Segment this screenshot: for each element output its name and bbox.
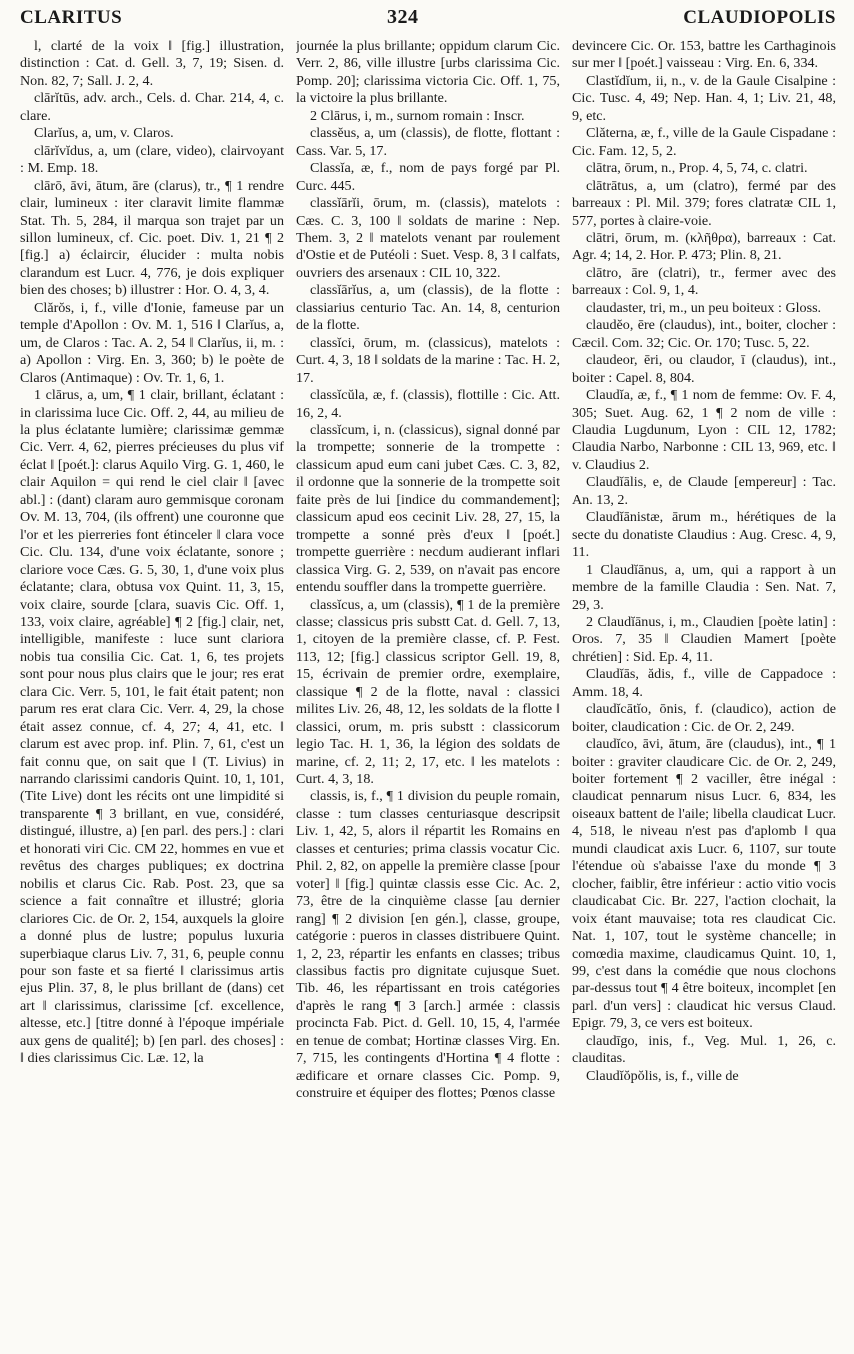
entry-paragraph: classĭcŭla, æ, f. (classis), flottille : Cic. Att. 16, 2, 4. xyxy=(296,387,560,421)
entry-paragraph: clātro, āre (clatri), tr., fermer avec des barreaux : Col. 9, 1, 4. xyxy=(572,264,836,299)
entry-paragraph: classis, is, f., ¶ 1 division du peuple romain, classe : tum classes centuriasque descripsit Liv. 1, 42, 5, alors il répartit les Romains en classes et centuries; prima classis vocatur Cic. Phil. 2, 82, on appelle la première classe [pour voter] ‖ [fig.] quintæ classis esse Cic. Ac. 2, 73, être de la cinquième classe [au dernier rang] ¶ 2 division [en gén.], classe, groupe, catégorie : pueros in classes distribuere Quint. 1, 2, 23, répartir les enfants en classes; tribus classibus factis pro dignitate cujusque Suet. Tib. 46, les répartissant en trois catégories d'après le rang ¶ 3 [arch.] armée : classis procincta Fab. Pict. d. Gell. 10, 15, 4, l'armée en tenue de combat; Hortinæ classes Virg. En. 7, 715, les contingents d'Hortina ¶ 4 flotte : ædificare et ornare classes Cic. Pomp. 9, construire et équiper des flottes; Pœnos classe xyxy=(296,788,560,1102)
entry-paragraph: devincere Cic. Or. 153, battre les Carthaginois sur mer ‖ [poét.] vaisseau : Virg. En. 6, 334. xyxy=(572,38,836,72)
header-right-word: CLAUDIOPOLIS xyxy=(683,7,836,28)
entry-paragraph: 1 clārus, a, um, ¶ 1 clair, brillant, éclatant : in clarissima luce Cic. Off. 2, 44, au milieu de la plus éclatante lumière; clarissimæ gemmæ Cic. Verr. 4, 62, pierres précieuses du plus vif éclat ‖ [poét.]: clarus Aquilo Virg. G. 1, 460, le clair Aquilon = qui rend le ciel clair ‖ [avec abl.] : (dant) claram auro gemmisque coronam Ov. M. 13, 704, (ils offrent) une couronne que l'or et les pierreries font étinceler ‖ clara voce Cic. Clu. 134, d'une voix éclatante, sonore ; clariore voce Cæs. G. 5, 30, 1, d'une voix plus éclatante; clara, obtusa vox Quint. 11, 3, 15, voix claire, sourde [clara, suavis Cic. Off. 1, 133, voix claire, agréable] ¶ 2 [fig.] clair, net, intelligible, manifeste : luce sunt clariora nobis tua consilia Cic. Cat. 1, 6, tes projets sont pour nous plus clairs que le jour; res erat clara Cic. Verr. 5, 101, le fait était patent; non parum res erat clara Cic. Verr. 4, 29, la chose était assez connue, cf. 4, 27; 4, 41, etc. ‖ clarum est avec prop. inf. Plin. 7, 61, c'est un fait connu que, on sait que ‖ (T. Livius) in narrando clarissimi candoris Quint. 10, 1, 101, (Tite Live) dont les récits ont une limpidité si transparente ¶ 3 brillant, en vue, considéré, distingué, illustre, a) [en parl. des pers.] : clari et honorati viri Cic. CM 22, hommes en vue et revêtus des charges publiques; ex doctrina nobilis et clarus Cic. Rab. Post. 23, que sa science a fait connaître et illustré; gloria clariores Cic. de Or. 2, 154, auxquels la gloire a donné plus de lustre; populus luxuria superbiaque clarus Liv. 7, 31, 6, peuple connu pour son faste et sa fierté ‖ clarissimus artis ejus Plin. 37, 8, le plus brillant de (dans) cet art ‖ clarissimus, clarissime [cf. excellence, altesse, etc.] [titre donné à l'époque impériale aux gens de qualité]; b) [en parl. des choses] : ‖ dies clarissimus Cic. Læ. 12, la xyxy=(20,387,284,1067)
entry-paragraph: 1 Claudĭānus, a, um, qui a rapport à un membre de la famille Claudia : Sen. Nat. 7, 29, 3. xyxy=(572,561,836,613)
entry-paragraph: classĭci, ōrum, m. (classicus), matelots : Curt. 4, 3, 18 ‖ soldats de la marine : Tac. H. 2, 17. xyxy=(296,334,560,386)
entry-paragraph: 2 Clārus, i, m., surnom romain : Inscr. xyxy=(310,107,525,124)
entry-paragraph: Clărŏs, i, f., ville d'Ionie, fameuse par un temple d'Apollon : Ov. M. 1, 516 ‖ Clarĭus, a, um, de Claros : Tac. A. 2, 54 ‖ Clarĭus, ii, m. : a) Apollon : Virg. En. 3, 360; b) le poète de Claros (Antimaque) : Ov. Tr. 1, 6, 1. xyxy=(20,299,284,386)
page-number: 324 xyxy=(386,6,419,28)
column-right xyxy=(572,38,836,1348)
entry-paragraph: journée la plus brillante; oppidum clarum Cic. Verr. 2, 86, ville illustre [urbs clarissima Cic. Pomp. 20]; clarissima victoria Cic. Off. 1, 75, la victoire la plus brillante. xyxy=(296,38,560,107)
entry-paragraph: Claudĭa, æ, f., ¶ 1 nom de femme: Ov. F. 4, 305; Suet. Aug. 62, 1 ¶ 2 nom de ville : Claudia Lugdunum, Lyon : CIL 12, 1782; Claudia Narbo, Narbonne : CIL 13, 969, etc. ‖ v. Claudius 2. xyxy=(572,387,836,473)
entry-paragraph: Claudĭānistæ, ārum m., hérétiques de la secte du donatiste Claudius : Aug. Cresc. 4, 9, 11. xyxy=(572,509,836,561)
header-left-word: CLARITUS xyxy=(20,7,123,28)
text-columns xyxy=(20,38,836,1348)
entry-paragraph: Clăterna, æ, f., ville de la Gaule Cispadane : Cic. Fam. 12, 5, 2. xyxy=(572,125,836,159)
entry-paragraph: 2 Claudĭānus, i, m., Claudien [poète latin] : Oros. 7, 35 ‖ Claudien Mamert [poète chrétien] : Sid. Ep. 4, 11. xyxy=(572,613,836,665)
column-middle xyxy=(296,38,560,1348)
entry-paragraph: classĭārĭi, ōrum, m. (classis), matelots : Cæs. C. 3, 100 ‖ soldats de marine : Nep. Them. 3, 2 ‖ matelots venant par roulement d'Ostie et de Putéoli : Suet. Vesp. 8, 3 ‖ calfats, ouvriers des arsenaux : CIL 10, 322. xyxy=(296,195,560,281)
entry-paragraph: clātra, ōrum, n., Prop. 4, 5, 74, c. clatri. xyxy=(586,160,808,177)
entry-paragraph: Clastĭdĭum, ii, n., v. de la Gaule Cisalpine : Cic. Tusc. 4, 49; Nep. Han. 4, 1; Liv. 21, 48, 9, etc. xyxy=(572,72,836,124)
column-left xyxy=(20,38,284,1348)
entry-paragraph: claudĭcātĭo, ōnis, f. (claudico), action de boiter, claudication : Cic. de Or. 2, 249. xyxy=(572,701,836,735)
entry-paragraph: Claudĭŏpŏlis, is, f., ville de xyxy=(586,1067,739,1084)
entry-paragraph: l, clarté de la voix ‖ [fig.] illustration, distinction : Cat. d. Gell. 3, 7, 19; Sisen. d. Non. 82, 7; Sall. J. 2, 4. xyxy=(20,38,284,89)
entry-paragraph: classĭārĭus, a, um (classis), de la flotte : classiarius centurio Tac. An. 14, 8, centurion de la flotte. xyxy=(296,282,560,334)
entry-paragraph: claudaster, tri, m., un peu boiteux : Gloss. xyxy=(586,299,822,316)
entry-paragraph: clārĭtūs, adv. arch., Cels. d. Char. 214, 4, c. clare. xyxy=(20,90,284,124)
entry-paragraph: claudĭco, āvi, ātum, āre (claudus), int., ¶ 1 boiter : graviter claudicare Cic. de Or. 2, 249, boiter fortement ¶ 2 vaciller, être inégal : claudicat pennarum nisus Lucr. 6, 834, les oiseaux battent de l'aile; libella claudicat Lucr. 4, 518, le niveau n'est pas d'aplomb ‖ qua mundi claudicat axis Lucr. 6, 1107, sur toute l'étendue où s'abaisse l'axe du monde ¶ 3 clocher, faiblir, être inférieur : actio vitio vocis claudicabat Cic. Br. 227, l'action clochait, la voix étant mauvaise; tota res claudicat Cic. Nat. 1, 107, tout le système chancelle; in comœdia maxime, claudicamus Quint. 10, 1, 99, c'est dans la comédie que nous clochons par-dessus tout ¶ 4 être boiteux, incomplet [en parl. d'un vers] : claudicat hic versus Claud. Epigr. 79, 3, ce vers est boiteux. xyxy=(572,736,836,1032)
entry-paragraph: Claudĭālis, e, de Claude [empereur] : Tac. An. 13, 2. xyxy=(572,474,836,508)
entry-paragraph: Claudĭās, ădis, f., ville de Cappadoce : Amm. 18, 4. xyxy=(572,666,836,700)
entry-paragraph: Classĭa, æ, f., nom de pays forgé par Pl. Curc. 445. xyxy=(296,160,560,194)
entry-paragraph: classĭcus, a, um (classis), ¶ 1 de la première classe; classicus pris substt Cat. d. Gell. 7, 13, 1, citoyen de la première classe, cf. P. Fest. 113, 12; [fig.] classicus scriptor Gell. 19, 8, 15, écrivain de premier ordre, exemplaire, classique ¶ 2 de la flotte, naval : classici milites Liv. 26, 48, 12, les soldats de la flotte ‖ classici, orum, m. pris substt : classicorum legio Tac. H. 1, 36, la légion des soldats de marine, cf. 2, 11; 2, 17, etc. ‖ les matelots : Curt. 4, 3, 18. xyxy=(296,596,560,788)
entry-paragraph: claudĕo, ēre (claudus), int., boiter, clocher : Cæcil. Com. 32; Cic. Or. 170; Tusc. 5, 22. xyxy=(572,317,836,351)
running-header xyxy=(20,6,836,36)
entry-paragraph: clārō, āvi, ātum, āre (clarus), tr., ¶ 1 rendre clair, lumineux : iter claravit limite flammæ Stat. Th. 5, 284, il marqua son trajet par un sillon lumineux, cf. Cic. poet. Div. 1, 21 ¶ 2 [fig.] a) éclaircir, élucider : multa nobis clarandum est Lucr. 4, 776, je dois expliquer bien des choses; b) illustrer : Hor. O. 4, 3, 4. xyxy=(20,177,284,299)
entry-paragraph: clārĭvĭdus, a, um (clare, video), clairvoyant : M. Emp. 18. xyxy=(20,142,284,177)
entry-paragraph: claudīgo, inis, f., Veg. Mul. 1, 26, c. clauditas. xyxy=(572,1032,836,1067)
entry-paragraph: clātri, ōrum, m. (κλῆθρα), barreaux : Cat. Agr. 4; 14, 2. Hor. P. 473; Plin. 8, 21. xyxy=(572,229,836,264)
entry-paragraph: classĕus, a, um (classis), de flotte, flottant : Cass. Var. 5, 17. xyxy=(296,125,560,159)
entry-paragraph: Clarĭus, a, um, v. Claros. xyxy=(34,125,174,142)
entry-paragraph: classĭcum, i, n. (classicus), signal donné par la trompette; sonnerie de la trompette : classicum apud eum cani jubet Cæs. C. 3, 82, il ordonne que la sonnerie de la trompette soit faite près de lui [indice du commandement]; classicum apud eos cecinit Liv. 28, 27, 15, la trompette a sonné près d'eux ‖ [poét.] trompette guerrière : necdum audierant inflari classica Virg. G. 2, 539, on n'avait pas encore entendu souffler dans la trompette guerrière. xyxy=(296,421,560,596)
entry-paragraph: claudeor, ēri, ou claudor, ī (claudus), int., boiter : Capel. 8, 804. xyxy=(572,352,836,386)
entry-paragraph: clātrātus, a, um (clatro), fermé par des barreaux : Pl. Mil. 379; fores clatratæ CIL 1, 577, portes à claire-voie. xyxy=(572,177,836,229)
